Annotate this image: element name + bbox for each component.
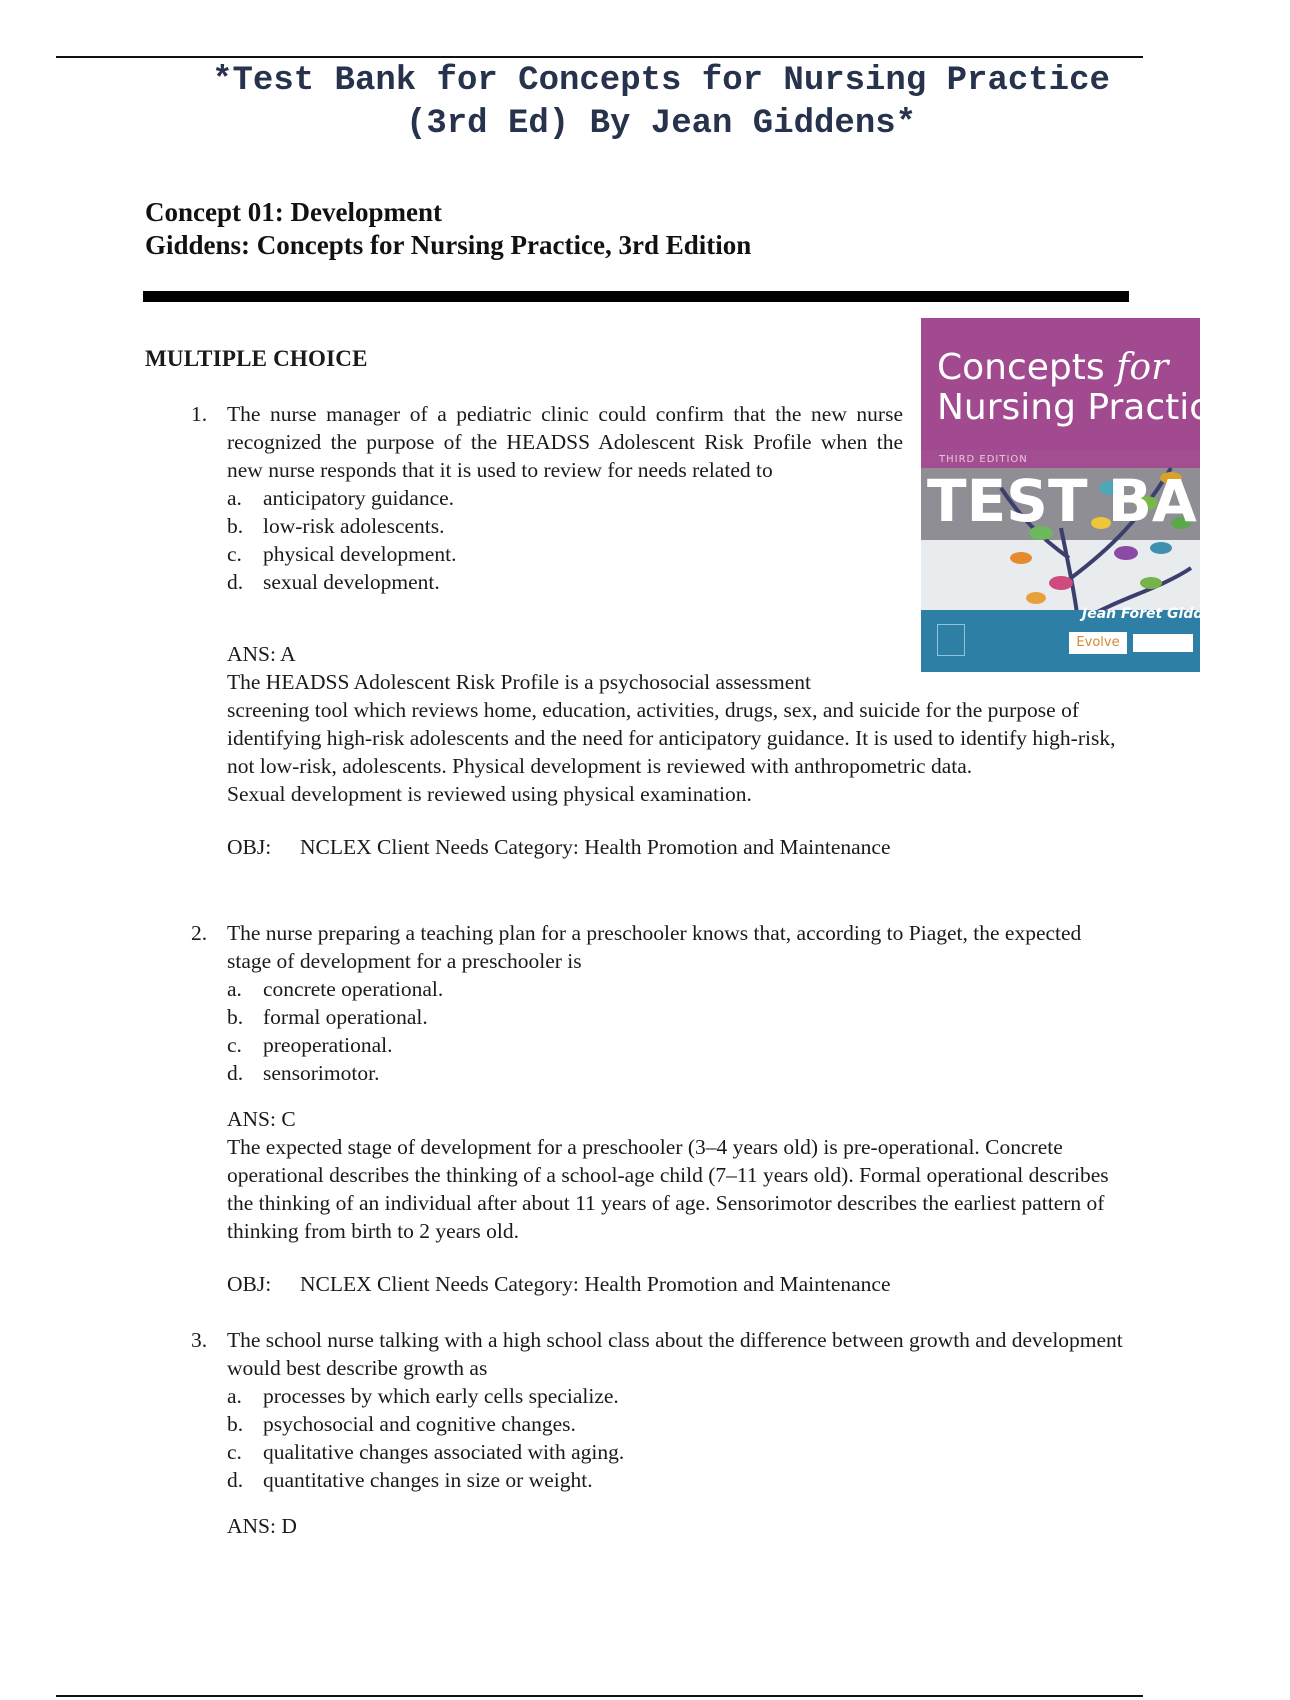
top-rule xyxy=(56,56,1143,58)
option-a: a. anticipatory guidance. xyxy=(227,486,455,510)
option-c: c. qualitative changes associated with aging. xyxy=(227,1440,625,1464)
answer-key: ANS: C xyxy=(227,1107,296,1131)
question-2 xyxy=(191,919,1127,1298)
cover-title-a: Concepts xyxy=(937,347,1105,388)
option-b: b. psychosocial and cognitive changes. xyxy=(227,1412,576,1436)
rationale-body: The expected stage of development for a preschooler (3–4 years old) is pre-operational. Concrete operational describes the thinking of a school-age child (7–11 years old). Formal operational describes the thinking of an individual after about 11 years of age. Sensorimotor describes the earliest pattern of thinking from birth to 2 years old. xyxy=(227,1135,1109,1243)
option-c: c. physical development. xyxy=(227,542,457,566)
option-c: c. preoperational. xyxy=(227,1033,393,1057)
section-divider xyxy=(143,291,1129,302)
option-list xyxy=(227,484,903,596)
rationale-line-3: Sexual development is reviewed using physical examination. xyxy=(227,782,752,806)
option-d: d. sexual development. xyxy=(227,570,440,594)
rationale-body: screening tool which reviews home, education, activities, drugs, sex, and suicide for the purpose of identifying high-risk adolescents and the need for anticipatory guidance. It is used to identify high-risk, not low-risk, adolescents. Physical development is reviewed with anthropometric data. xyxy=(227,698,1116,778)
option-b: b. formal operational. xyxy=(227,1005,428,1029)
question-1-answer xyxy=(227,640,1127,861)
question-stem: The nurse manager of a pediatric clinic could confirm that the new nurse recognized the purpose of the HEADSS Adolescent Risk Profile when the new nurse responds that it is used to review for needs related to xyxy=(227,402,903,482)
question-stem: The school nurse talking with a high school class about the difference between growth and development would best describe growth as xyxy=(227,1328,1123,1380)
title-line-1: *Test Bank for Concepts for Nursing Practice xyxy=(212,62,1110,100)
document-title xyxy=(56,60,1266,146)
option-d: d. sensorimotor. xyxy=(227,1061,380,1085)
question-stem: The nurse preparing a teaching plan for a preschooler knows that, according to Piaget, the expected stage of development for a preschooler is xyxy=(227,921,1082,973)
concept-title: Concept 01: Development xyxy=(145,197,442,227)
answer-key: ANS: D xyxy=(227,1514,297,1538)
cover-title-for: for xyxy=(1116,347,1169,388)
cover-banner-text: TEST BANK xyxy=(927,467,1290,535)
question-number: 2. xyxy=(191,921,208,945)
cover-edition: THIRD EDITION xyxy=(939,454,1028,465)
cover-title-b: Nursing Practice xyxy=(937,387,1232,428)
option-a: a. processes by which early cells specialize. xyxy=(227,1384,619,1408)
option-a: a. concrete operational. xyxy=(227,977,444,1001)
option-list xyxy=(227,975,1127,1087)
objective: OBJ: NCLEX Client Needs Category: Health Promotion and Maintenance xyxy=(227,1272,891,1296)
cover-author: Jean Foret Giddens xyxy=(1082,606,1232,622)
section-label: MULTIPLE CHOICE xyxy=(145,346,368,371)
option-b: b. low-risk adolescents. xyxy=(227,514,445,538)
evolve-info-badge xyxy=(1133,634,1193,652)
question-3 xyxy=(191,1326,1127,1540)
concept-heading xyxy=(145,196,751,262)
objective: OBJ: NCLEX Client Needs Category: Health Promotion and Maintenance xyxy=(227,835,891,859)
rationale-line-1: The HEADSS Adolescent Risk Profile is a psychosocial assessment xyxy=(227,670,812,694)
source-title: Giddens: Concepts for Nursing Practice, 3rd Edition xyxy=(145,230,752,260)
question-number: 1. xyxy=(191,402,208,426)
question-1 xyxy=(191,400,903,596)
answer-key: ANS: A xyxy=(227,642,296,666)
evolve-badge: Evolve xyxy=(1069,632,1127,654)
option-d: d. quantitative changes in size or weight. xyxy=(227,1468,593,1492)
title-line-2: (3rd Ed) By Jean Giddens* xyxy=(405,105,917,143)
option-list xyxy=(227,1382,1127,1494)
bottom-rule xyxy=(56,1695,1143,1697)
question-number: 3. xyxy=(191,1328,208,1352)
book-cover-image xyxy=(921,318,1290,672)
